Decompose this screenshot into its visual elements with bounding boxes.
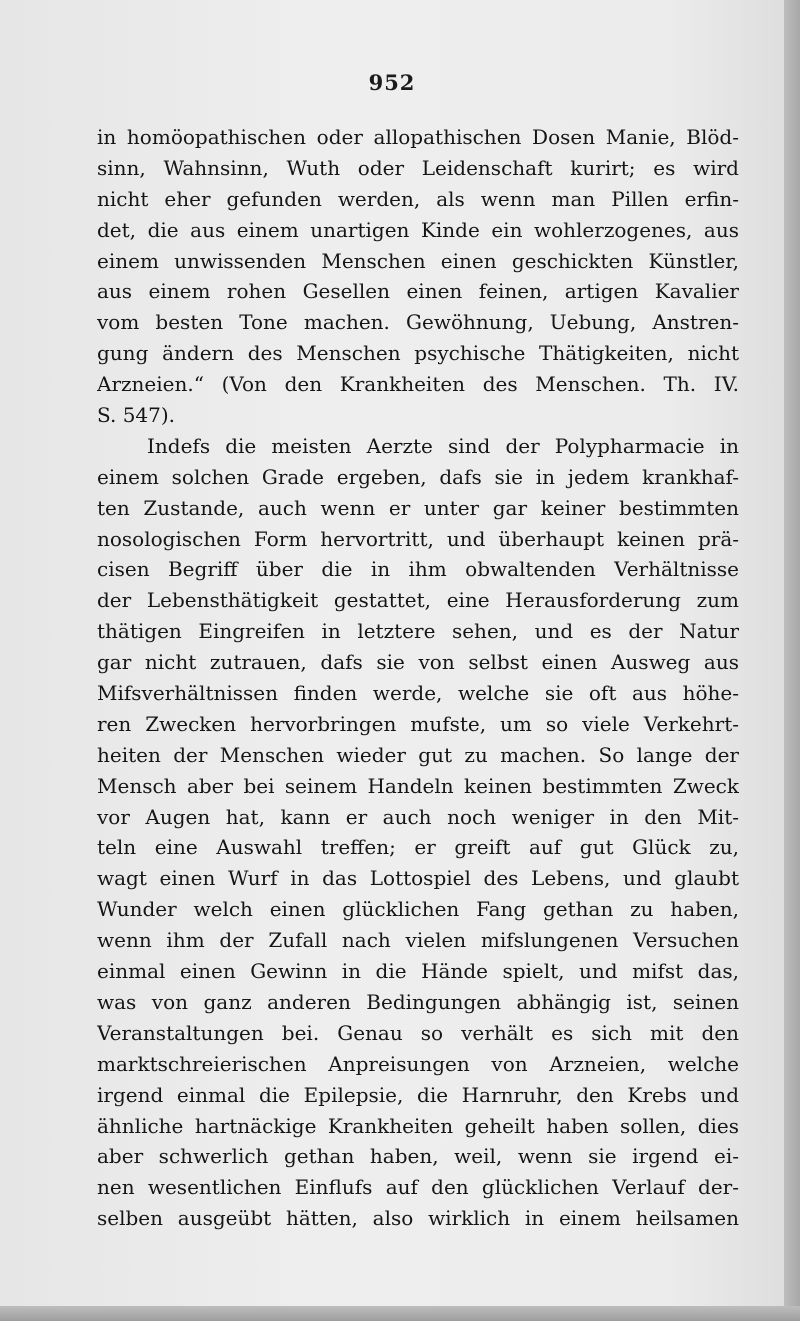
text-line: was von ganz anderen Bedingungen abhängig ist, seinen [97,989,739,1014]
text-line: einmal einen Gewinn in die Hände spielt, und mifst das, [97,959,739,984]
text-line: gung ändern des Menschen psychische Thätigkeiten, nicht [97,341,739,366]
text-line: wenn ihm der Zufall nach vielen mifslungenen Versuchen [97,928,739,953]
text-line: Veranstaltungen bei. Genau so verhält es sich mit den [97,1020,739,1045]
text-line: teln eine Auswahl treffen; er greift auf gut Glück zu, [97,835,739,860]
text-line: aus einem rohen Gesellen einen feinen, artigen Kavalier [97,279,739,304]
page-number: 952 [368,70,416,95]
text-line: einem unwissenden Menschen einen geschickten Künstler, [97,248,739,273]
text-line: nicht eher gefunden werden, als wenn man Pillen erfin- [97,186,739,211]
text-line: wagt einen Wurf in das Lottospiel des Lebens, und glaubt [97,866,739,891]
paragraph-start-line: Indefs die meisten Aerzte sind der Polypharmacie in [147,433,739,458]
text-line: Arzneien.“ (Von den Krankheiten des Menschen. Th. IV. [97,372,739,397]
text-line: aber schwerlich gethan haben, weil, wenn sie irgend ei- [97,1144,739,1169]
page-edge-right [784,0,800,1321]
text-line: ren Zwecken hervorbringen mufste, um so viele Verkehrt- [97,711,739,736]
text-line: marktschreierischen Anpreisungen von Arzneien, welche [97,1051,739,1076]
text-line: ähnliche hartnäckige Krankheiten geheilt haben sollen, dies [97,1113,739,1138]
text-line: Wunder welch einen glücklichen Fang gethan zu haben, [97,897,739,922]
paragraph-end-line: S. 547). [97,403,176,428]
page-edge-bottom [0,1306,800,1321]
text-line: det, die aus einem unartigen Kinde ein wohlerzogenes, aus [97,217,739,242]
text-line: nen wesentlichen Einflufs auf den glücklichen Verlauf der- [97,1175,739,1200]
text-line: selben ausgeübt hätten, also wirklich in einem heilsamen [97,1206,739,1231]
text-line: sinn, Wahnsinn, Wuth oder Leidenschaft kurirt; es wird [97,155,739,180]
text-line: gar nicht zutrauen, dafs sie von selbst einen Ausweg aus [97,650,739,675]
text-line: vom besten Tone machen. Gewöhnung, Uebung, Anstren- [97,310,739,335]
text-line: thätigen Eingreifen in letztere sehen, und es der Natur [97,619,739,644]
text-line: der Lebensthätigkeit gestattet, eine Herausforderung zum [97,588,739,613]
text-line: nosologischen Form hervortritt, und überhaupt keinen prä- [97,526,739,551]
text-line: Mifsverhältnissen finden werde, welche sie oft aus höhe- [97,681,739,706]
text-line: vor Augen hat, kann er auch noch weniger in den Mit- [97,804,739,829]
text-line: in homöopathischen oder allopathischen Dosen Manie, Blöd- [97,125,739,149]
text-line: einem solchen Grade ergeben, dafs sie in jedem krankhaf- [97,464,739,489]
text-line: cisen Begriff über die in ihm obwaltenden Verhältnisse [97,557,739,582]
body-text [97,122,739,1234]
text-line: ten Zustande, auch wenn er unter gar keiner bestimmten [97,495,739,520]
text-line: Mensch aber bei seinem Handeln keinen bestimmten Zweck [97,773,739,798]
text-line: heiten der Menschen wieder gut zu machen. So lange der [97,742,739,767]
text-line: irgend einmal die Epilepsie, die Harnruhr, den Krebs und [97,1082,739,1107]
